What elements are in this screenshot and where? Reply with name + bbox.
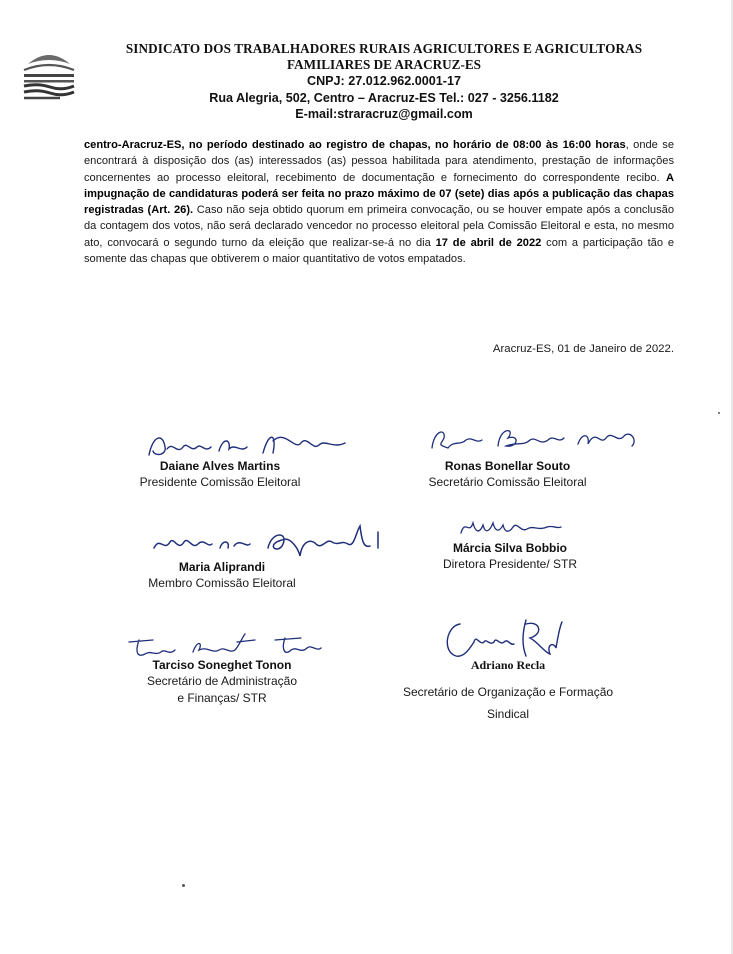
signatory-name: Márcia Silva Bobbio [452, 541, 568, 555]
signature-scribble-adriano [440, 612, 570, 664]
signatory-name: Ronas Bonellar Souto [444, 459, 571, 473]
org-email: E-mail:straracruz@gmail.com [295, 107, 473, 121]
signatory-marcia [405, 541, 615, 573]
signatory-daiane [110, 459, 330, 491]
signatory-tarciso [112, 658, 332, 707]
signatory-role: Presidente Comissão Eleitoral [139, 475, 301, 489]
scan-speck [182, 884, 185, 887]
signatory-name: Adriano Recla [470, 658, 546, 672]
scan-speck [718, 412, 720, 414]
body-bold-c: 17 de abril de 2022 [435, 236, 542, 249]
union-logo [20, 50, 78, 102]
body-bold-a: centro-Aracruz-ES, no período destinado ao registro de chapas, no horário de 08:00 às 16:00 horas [84, 139, 626, 151]
signatory-name: Daiane Alves Martins [159, 459, 281, 473]
org-cnpj: CNPJ: 27.012.962.0001-17 [306, 74, 462, 88]
signatory-role: Secretário de Organização e Formação [402, 685, 614, 699]
signatory-name: Maria Aliprandi [178, 560, 266, 574]
org-name-line2: FAMILIARES DE ARACRUZ-ES [287, 57, 481, 72]
signatory-role-cont: Sindical [486, 707, 530, 721]
body-bold-b: A impugnação de candidaturas poderá ser feita no prazo máximo de 07 (sete) dias após a publicação das chapas registradas (Art. 26). [84, 171, 674, 217]
body-text-a: , onde se encontrará à disposição dos (as) interessados (as) pessoa habilitada para atendimento, prestação de informações concernentes ao processo eleitoral, recebimento de documentação e fornecimento do correspondente recibo. [84, 139, 674, 184]
signatory-maria [112, 560, 332, 592]
body-text-b: Caso não seja obtido quorum em primeira convocação, ou se houver empate após a conclusão da contagem dos votos, não será declarado vencedor no processo eleitoral pela Comissão Eleitoral e esta, no mesmo ato, convocará o segundo turno da eleição que realizar-se-á no dia [84, 204, 674, 249]
signatory-name: Tarciso Soneghet Tonon [152, 658, 292, 672]
org-address: Rua Alegria, 502, Centro – Aracruz-ES Tel.: 027 - 3256.1182 [209, 91, 559, 105]
signatory-role-cont: e Finanças/ STR [177, 691, 267, 705]
signatory-role: Membro Comissão Eleitoral [148, 576, 296, 590]
signature-scribble-maria [150, 518, 395, 562]
signatory-role: Secretário de Administração [146, 674, 298, 688]
body-paragraph [84, 137, 674, 267]
signatory-ronas [400, 459, 615, 491]
signatory-role: Secretário Comissão Eleitoral [428, 475, 587, 489]
signatory-role: Diretora Presidente/ STR [442, 557, 578, 571]
signature-scribble-ronas [428, 422, 643, 456]
signature-scribble-marcia [455, 515, 565, 541]
signatory-adriano [378, 658, 638, 723]
date-line: Aracruz-ES, 01 de Janeiro de 2022. [492, 343, 674, 355]
body-text-c: com a participação tão e somente das chapas que obtiverem o maior quantitativo de votos empatados. [84, 236, 674, 266]
org-name-line1: SINDICATO DOS TRABALHADORES RURAIS AGRICULTORES E AGRICULTORAS [125, 41, 643, 56]
